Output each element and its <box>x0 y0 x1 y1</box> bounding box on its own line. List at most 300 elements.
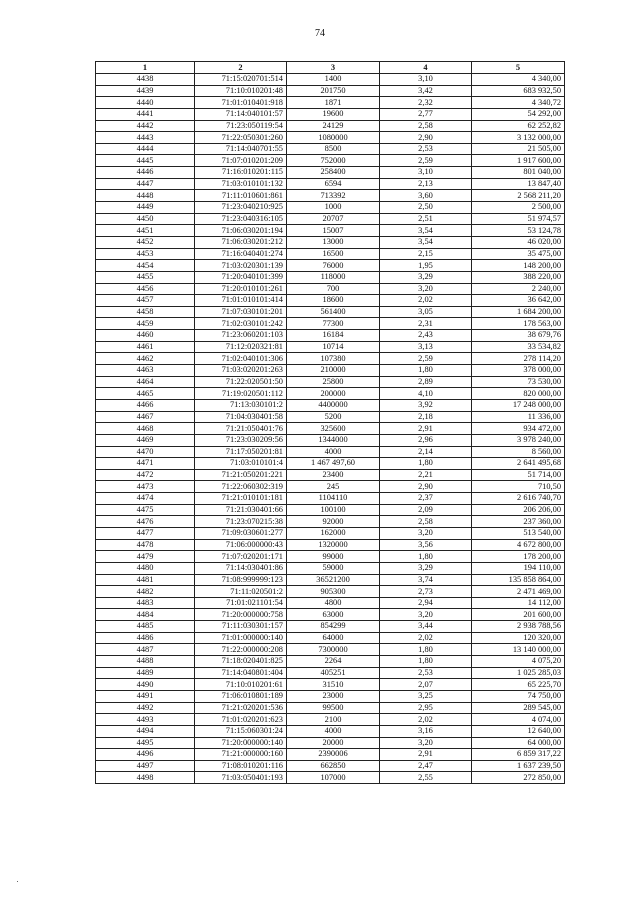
row-number-cell: 4483 <box>96 597 195 609</box>
rate-cell: 1,80 <box>380 365 472 377</box>
cadastral-number-cell: 71:22:000000:208 <box>195 644 287 656</box>
cadastral-number-cell: 71:23:060201:103 <box>195 330 287 342</box>
table-row <box>96 574 565 586</box>
area-cell: 752000 <box>287 155 380 167</box>
area-cell: 18600 <box>287 295 380 307</box>
table-row <box>96 143 565 155</box>
value-cell: 13 847,40 <box>472 178 565 190</box>
rate-cell: 2,90 <box>380 481 472 493</box>
rate-cell: 2,94 <box>380 597 472 609</box>
table-row <box>96 97 565 109</box>
area-cell: 210000 <box>287 365 380 377</box>
table-row <box>96 714 565 726</box>
rate-cell: 2,55 <box>380 772 472 784</box>
value-cell: 4 672 800,00 <box>472 539 565 551</box>
cadastral-number-cell: 71:14:030401:86 <box>195 562 287 574</box>
area-cell: 6594 <box>287 178 380 190</box>
cadastral-number-cell: 71:10:010201:61 <box>195 679 287 691</box>
area-cell: 1871 <box>287 97 380 109</box>
value-cell: 135 858 864,00 <box>472 574 565 586</box>
area-cell: 20707 <box>287 213 380 225</box>
value-cell: 2 500,00 <box>472 202 565 214</box>
value-cell: 8 560,00 <box>472 446 565 458</box>
rate-cell: 2,77 <box>380 108 472 120</box>
rate-cell: 3,25 <box>380 690 472 702</box>
rate-cell: 3,10 <box>380 74 472 86</box>
table-row <box>96 423 565 435</box>
cadastral-number-cell: 71:23:070215:38 <box>195 516 287 528</box>
cadastral-number-cell: 71:12:020321:81 <box>195 341 287 353</box>
rate-cell: 2,31 <box>380 318 472 330</box>
table-row <box>96 108 565 120</box>
cadastral-number-cell: 71:21:000000:160 <box>195 749 287 761</box>
value-cell: 64 000,00 <box>472 737 565 749</box>
area-cell: 24129 <box>287 120 380 132</box>
area-cell: 201750 <box>287 85 380 97</box>
row-number-cell: 4493 <box>96 714 195 726</box>
area-cell: 23000 <box>287 690 380 702</box>
rate-cell: 2,73 <box>380 586 472 598</box>
value-cell: 35 475,00 <box>472 248 565 260</box>
value-cell: 178 200,00 <box>472 551 565 563</box>
row-number-cell: 4472 <box>96 469 195 481</box>
cadastral-number-cell: 71:20:000000:140 <box>195 737 287 749</box>
table-row <box>96 74 565 86</box>
value-cell: 2 568 211,20 <box>472 190 565 202</box>
area-cell: 23400 <box>287 469 380 481</box>
column-header-2: 2 <box>195 62 287 74</box>
area-cell: 99000 <box>287 551 380 563</box>
rate-cell: 2,53 <box>380 667 472 679</box>
rate-cell: 2,09 <box>380 504 472 516</box>
rate-cell: 1,80 <box>380 551 472 563</box>
cadastral-number-cell: 71:15:020701:514 <box>195 74 287 86</box>
cadastral-number-cell: 71:16:010201:115 <box>195 167 287 179</box>
row-number-cell: 4469 <box>96 434 195 446</box>
cadastral-number-cell: 71:18:020401:825 <box>195 656 287 668</box>
table-row <box>96 725 565 737</box>
table-row <box>96 644 565 656</box>
rate-cell: 3,20 <box>380 737 472 749</box>
rate-cell: 2,21 <box>380 469 472 481</box>
value-cell: 46 020,00 <box>472 236 565 248</box>
row-number-cell: 4467 <box>96 411 195 423</box>
rate-cell: 2,37 <box>380 493 472 505</box>
value-cell: 14 112,00 <box>472 597 565 609</box>
value-cell: 6 859 317,22 <box>472 749 565 761</box>
cadastral-number-cell: 71:01:000000:140 <box>195 632 287 644</box>
value-cell: 1 637 239,50 <box>472 760 565 772</box>
row-number-cell: 4460 <box>96 330 195 342</box>
column-header-1: 1 <box>96 62 195 74</box>
cadastral-number-cell: 71:03:020201:263 <box>195 365 287 377</box>
table-row <box>96 295 565 307</box>
cadastral-number-cell: 71:08:010201:116 <box>195 760 287 772</box>
value-cell: 2 616 740,70 <box>472 493 565 505</box>
value-cell: 65 225,70 <box>472 679 565 691</box>
area-cell: 905300 <box>287 586 380 598</box>
table-row <box>96 365 565 377</box>
value-cell: 2 240,00 <box>472 283 565 295</box>
area-cell: 118000 <box>287 271 380 283</box>
cadastral-number-cell: 71:14:040101:57 <box>195 108 287 120</box>
cadastral-number-cell: 71:03:050401:193 <box>195 772 287 784</box>
table-row <box>96 225 565 237</box>
column-header-4: 4 <box>380 62 472 74</box>
row-number-cell: 4448 <box>96 190 195 202</box>
area-cell: 16184 <box>287 330 380 342</box>
row-number-cell: 4447 <box>96 178 195 190</box>
table-row <box>96 155 565 167</box>
table-row <box>96 306 565 318</box>
table-row <box>96 236 565 248</box>
value-cell: 1 684 200,00 <box>472 306 565 318</box>
rate-cell: 2,43 <box>380 330 472 342</box>
cadastral-number-cell: 71:02:040101:306 <box>195 353 287 365</box>
value-cell: 17 248 000,00 <box>472 399 565 411</box>
row-number-cell: 4466 <box>96 399 195 411</box>
table-row <box>96 527 565 539</box>
row-number-cell: 4490 <box>96 679 195 691</box>
rate-cell: 2,53 <box>380 143 472 155</box>
row-number-cell: 4470 <box>96 446 195 458</box>
row-number-cell: 4477 <box>96 527 195 539</box>
cadastral-number-cell: 71:03:020301:139 <box>195 260 287 272</box>
cadastral-number-cell: 71:23:040210:925 <box>195 202 287 214</box>
cadastral-number-cell: 71:23:050119:54 <box>195 120 287 132</box>
table-row <box>96 679 565 691</box>
value-cell: 62 252,82 <box>472 120 565 132</box>
cadastral-number-cell: 71:01:010101:414 <box>195 295 287 307</box>
area-cell: 15007 <box>287 225 380 237</box>
row-number-cell: 4482 <box>96 586 195 598</box>
row-number-cell: 4487 <box>96 644 195 656</box>
area-cell: 7300000 <box>287 644 380 656</box>
area-cell: 10714 <box>287 341 380 353</box>
value-cell: 801 040,00 <box>472 167 565 179</box>
row-number-cell: 4489 <box>96 667 195 679</box>
rate-cell: 3,44 <box>380 621 472 633</box>
row-number-cell: 4486 <box>96 632 195 644</box>
table-row <box>96 597 565 609</box>
table-row <box>96 469 565 481</box>
column-header-5: 5 <box>472 62 565 74</box>
area-cell: 200000 <box>287 388 380 400</box>
area-cell: 561400 <box>287 306 380 318</box>
cadastral-number-cell: 71:17:050201:81 <box>195 446 287 458</box>
rate-cell: 3,05 <box>380 306 472 318</box>
cadastral-number-cell: 71:13:030101:2 <box>195 399 287 411</box>
value-cell: 820 000,00 <box>472 388 565 400</box>
table-row <box>96 562 565 574</box>
row-number-cell: 4465 <box>96 388 195 400</box>
value-cell: 54 292,00 <box>472 108 565 120</box>
area-cell: 2390006 <box>287 749 380 761</box>
rate-cell: 2,96 <box>380 434 472 446</box>
cadastral-number-cell: 71:03:010101:132 <box>195 178 287 190</box>
cadastral-number-cell: 71:20:000000:758 <box>195 609 287 621</box>
table-row <box>96 656 565 668</box>
cadastral-number-cell: 71:19:020501:112 <box>195 388 287 400</box>
table-row <box>96 120 565 132</box>
cadastral-number-cell: 71:16:040401:274 <box>195 248 287 260</box>
rate-cell: 2,07 <box>380 679 472 691</box>
table-row <box>96 481 565 493</box>
rate-cell: 2,02 <box>380 632 472 644</box>
rate-cell: 2,02 <box>380 295 472 307</box>
rate-cell: 3,42 <box>380 85 472 97</box>
row-number-cell: 4458 <box>96 306 195 318</box>
row-number-cell: 4463 <box>96 365 195 377</box>
page-number: 74 <box>315 28 325 39</box>
value-cell: 237 360,00 <box>472 516 565 528</box>
table-row <box>96 202 565 214</box>
row-number-cell: 4476 <box>96 516 195 528</box>
value-cell: 278 114,20 <box>472 353 565 365</box>
value-cell: 13 140 000,00 <box>472 644 565 656</box>
table-row <box>96 667 565 679</box>
table-row <box>96 85 565 97</box>
cadastral-number-cell: 71:21:020201:536 <box>195 702 287 714</box>
cadastral-number-cell: 71:20:010101:261 <box>195 283 287 295</box>
table-row <box>96 760 565 772</box>
value-cell: 148 200,00 <box>472 260 565 272</box>
table-row <box>96 353 565 365</box>
rate-cell: 3,10 <box>380 167 472 179</box>
table-row <box>96 260 565 272</box>
rate-cell: 2,91 <box>380 749 472 761</box>
area-cell: 63000 <box>287 609 380 621</box>
area-cell: 25800 <box>287 376 380 388</box>
rate-cell: 2,58 <box>380 120 472 132</box>
area-cell: 77300 <box>287 318 380 330</box>
cadastral-number-cell: 71:11:020501:2 <box>195 586 287 598</box>
rate-cell: 2,51 <box>380 213 472 225</box>
cadastral-number-cell: 71:03:010101:4 <box>195 458 287 470</box>
table-row <box>96 271 565 283</box>
row-number-cell: 4478 <box>96 539 195 551</box>
area-cell: 16500 <box>287 248 380 260</box>
rate-cell: 2,59 <box>380 155 472 167</box>
cadastral-value-table <box>95 61 565 784</box>
table-row <box>96 737 565 749</box>
area-cell: 36521200 <box>287 574 380 586</box>
area-cell: 107000 <box>287 772 380 784</box>
cadastral-number-cell: 71:22:060302:319 <box>195 481 287 493</box>
rate-cell: 2,59 <box>380 353 472 365</box>
row-number-cell: 4461 <box>96 341 195 353</box>
table-row <box>96 749 565 761</box>
row-number-cell: 4455 <box>96 271 195 283</box>
row-number-cell: 4464 <box>96 376 195 388</box>
value-cell: 2 471 469,00 <box>472 586 565 598</box>
value-cell: 206 206,00 <box>472 504 565 516</box>
rate-cell: 2,91 <box>380 423 472 435</box>
value-cell: 36 642,00 <box>472 295 565 307</box>
row-number-cell: 4495 <box>96 737 195 749</box>
cadastral-number-cell: 71:01:020201:623 <box>195 714 287 726</box>
table-row <box>96 318 565 330</box>
cadastral-number-cell: 71:15:060301:24 <box>195 725 287 737</box>
cadastral-number-cell: 71:22:020501:50 <box>195 376 287 388</box>
value-cell: 513 540,00 <box>472 527 565 539</box>
cadastral-number-cell: 71:21:050401:76 <box>195 423 287 435</box>
area-cell: 662850 <box>287 760 380 772</box>
cadastral-number-cell: 71:23:030209:56 <box>195 434 287 446</box>
value-cell: 272 850,00 <box>472 772 565 784</box>
value-cell: 1 025 285,03 <box>472 667 565 679</box>
area-cell: 713392 <box>287 190 380 202</box>
rate-cell: 2,58 <box>380 516 472 528</box>
area-cell: 1 467 497,60 <box>287 458 380 470</box>
row-number-cell: 4473 <box>96 481 195 493</box>
value-cell: 4 340,72 <box>472 97 565 109</box>
row-number-cell: 4454 <box>96 260 195 272</box>
table-row <box>96 283 565 295</box>
value-cell: 12 640,00 <box>472 725 565 737</box>
value-cell: 38 679,76 <box>472 330 565 342</box>
table-row <box>96 458 565 470</box>
area-cell: 325600 <box>287 423 380 435</box>
table-row <box>96 399 565 411</box>
cadastral-number-cell: 71:11:010601:861 <box>195 190 287 202</box>
area-cell: 59000 <box>287 562 380 574</box>
value-cell: 74 750,00 <box>472 690 565 702</box>
table-row <box>96 388 565 400</box>
rate-cell: 2,18 <box>380 411 472 423</box>
row-number-cell: 4445 <box>96 155 195 167</box>
area-cell: 854299 <box>287 621 380 633</box>
value-cell: 4 075,20 <box>472 656 565 668</box>
row-number-cell: 4438 <box>96 74 195 86</box>
table-row <box>96 539 565 551</box>
area-cell: 405251 <box>287 667 380 679</box>
rate-cell: 3,20 <box>380 283 472 295</box>
row-number-cell: 4494 <box>96 725 195 737</box>
area-cell: 1320000 <box>287 539 380 551</box>
value-cell: 73 530,00 <box>472 376 565 388</box>
row-number-cell: 4485 <box>96 621 195 633</box>
cadastral-number-cell: 71:06:030201:194 <box>195 225 287 237</box>
area-cell: 8500 <box>287 143 380 155</box>
value-cell: 53 124,78 <box>472 225 565 237</box>
value-cell: 289 545,00 <box>472 702 565 714</box>
row-number-cell: 4492 <box>96 702 195 714</box>
rate-cell: 2,95 <box>380 702 472 714</box>
row-number-cell: 4491 <box>96 690 195 702</box>
area-cell: 1080000 <box>287 132 380 144</box>
area-cell: 100100 <box>287 504 380 516</box>
cadastral-number-cell: 71:06:030201:212 <box>195 236 287 248</box>
area-cell: 31510 <box>287 679 380 691</box>
row-number-cell: 4451 <box>96 225 195 237</box>
row-number-cell: 4439 <box>96 85 195 97</box>
row-number-cell: 4497 <box>96 760 195 772</box>
rate-cell: 2,32 <box>380 97 472 109</box>
cadastral-number-cell: 71:10:010201:48 <box>195 85 287 97</box>
row-number-cell: 4442 <box>96 120 195 132</box>
cadastral-number-cell: 71:21:050201:221 <box>195 469 287 481</box>
table-row <box>96 493 565 505</box>
rate-cell: 2,15 <box>380 248 472 260</box>
area-cell: 2100 <box>287 714 380 726</box>
cadastral-number-cell: 71:11:030301:157 <box>195 621 287 633</box>
cadastral-number-cell: 71:14:040701:55 <box>195 143 287 155</box>
value-cell: 3 978 240,00 <box>472 434 565 446</box>
rate-cell: 3,74 <box>380 574 472 586</box>
rate-cell: 2,47 <box>380 760 472 772</box>
cadastral-number-cell: 71:07:020201:171 <box>195 551 287 563</box>
area-cell: 2264 <box>287 656 380 668</box>
rate-cell: 3,20 <box>380 609 472 621</box>
area-cell: 4400000 <box>287 399 380 411</box>
cadastral-number-cell: 71:06:000000:43 <box>195 539 287 551</box>
value-cell: 51 714,00 <box>472 469 565 481</box>
table-row <box>96 621 565 633</box>
area-cell: 13000 <box>287 236 380 248</box>
row-number-cell: 4498 <box>96 772 195 784</box>
value-cell: 2 938 788,56 <box>472 621 565 633</box>
area-cell: 258400 <box>287 167 380 179</box>
cadastral-number-cell: 71:22:050301:260 <box>195 132 287 144</box>
cadastral-number-cell: 71:08:999999:123 <box>195 574 287 586</box>
table-row <box>96 702 565 714</box>
rate-cell: 3,54 <box>380 225 472 237</box>
area-cell: 4800 <box>287 597 380 609</box>
rate-cell: 2,13 <box>380 178 472 190</box>
table-row <box>96 434 565 446</box>
value-cell: 4 340,00 <box>472 74 565 86</box>
cadastral-number-cell: 71:21:030401:66 <box>195 504 287 516</box>
value-cell: 33 534,82 <box>472 341 565 353</box>
table-row <box>96 167 565 179</box>
area-cell: 245 <box>287 481 380 493</box>
column-header-3: 3 <box>287 62 380 74</box>
rate-cell: 3,29 <box>380 562 472 574</box>
scan-speck <box>17 881 18 882</box>
row-number-cell: 4446 <box>96 167 195 179</box>
area-cell: 19600 <box>287 108 380 120</box>
area-cell: 4000 <box>287 725 380 737</box>
value-cell: 51 974,57 <box>472 213 565 225</box>
table-row <box>96 341 565 353</box>
rate-cell: 2,14 <box>380 446 472 458</box>
row-number-cell: 4456 <box>96 283 195 295</box>
row-number-cell: 4462 <box>96 353 195 365</box>
table-row <box>96 586 565 598</box>
rate-cell: 3,60 <box>380 190 472 202</box>
table-row <box>96 132 565 144</box>
cadastral-number-cell: 71:14:040801:404 <box>195 667 287 679</box>
value-cell: 11 336,00 <box>472 411 565 423</box>
value-cell: 194 110,00 <box>472 562 565 574</box>
rate-cell: 2,89 <box>380 376 472 388</box>
table-row <box>96 772 565 784</box>
cadastral-number-cell: 71:23:040316:105 <box>195 213 287 225</box>
rate-cell: 2,90 <box>380 132 472 144</box>
rate-cell: 3,54 <box>380 236 472 248</box>
row-number-cell: 4480 <box>96 562 195 574</box>
row-number-cell: 4457 <box>96 295 195 307</box>
area-cell: 92000 <box>287 516 380 528</box>
table-row <box>96 632 565 644</box>
rate-cell: 3,13 <box>380 341 472 353</box>
rate-cell: 3,56 <box>380 539 472 551</box>
value-cell: 3 132 000,00 <box>472 132 565 144</box>
table-row <box>96 178 565 190</box>
row-number-cell: 4444 <box>96 143 195 155</box>
table-row <box>96 609 565 621</box>
